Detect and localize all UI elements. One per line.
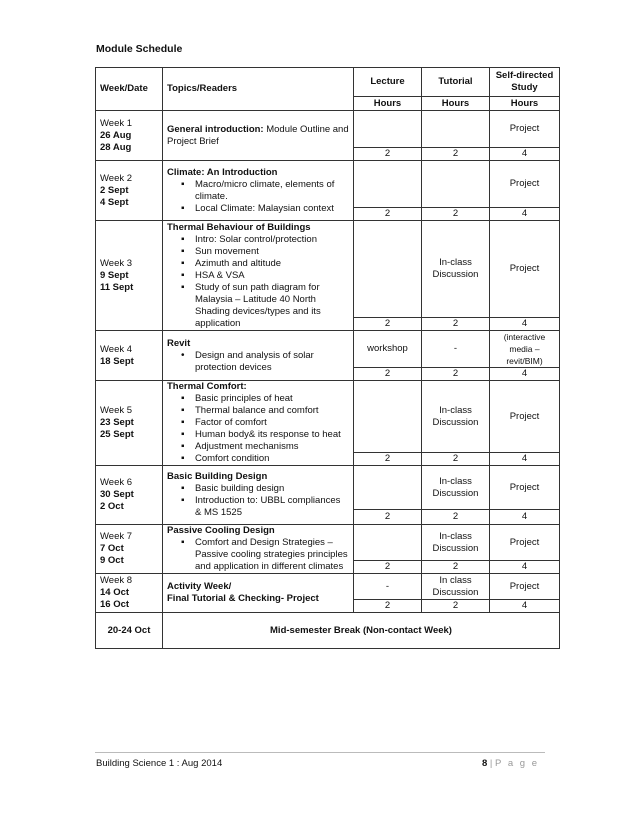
lecture-cell: [354, 381, 422, 453]
table-row: [96, 381, 560, 453]
header-topics: Topics/Readers: [163, 68, 354, 111]
week-date: 2 Sept: [100, 184, 129, 196]
topic-title: Thermal Behaviour of Buildings: [167, 221, 311, 233]
week-cell: [96, 221, 163, 331]
page-number: 8: [482, 758, 488, 769]
week-cell: [96, 331, 163, 381]
tutorial-hours: 2: [422, 148, 490, 161]
lecture-hours: 2: [354, 510, 422, 525]
list-item: ▪ Study of sun path diagram for Malaysia – Latitude 40 North Shading devices/types and its application: [181, 282, 349, 330]
lecture-cell: [354, 525, 422, 561]
table-row: [96, 221, 560, 318]
week-label: Week 6: [100, 477, 133, 488]
tutorial-hours: 2: [422, 318, 490, 331]
lecture-hours: 2: [354, 148, 422, 161]
tutorial-hours: 2: [422, 561, 490, 574]
tutorial-cell: In-class Discussion: [422, 221, 490, 318]
week-date: 25 Sept: [100, 429, 134, 440]
tutorial-hours: 2: [422, 600, 490, 613]
week-label: Week 2: [100, 172, 133, 184]
topic-title: Passive Cooling Design: [167, 525, 275, 536]
self-hours: 4: [490, 208, 560, 221]
list-item: ▪ Basic building design: [181, 483, 349, 495]
week-date: 28 Aug: [100, 141, 132, 153]
lecture-hours: 2: [354, 368, 422, 381]
topic-cell: [163, 221, 354, 331]
lecture-hours: 2: [354, 453, 422, 466]
lecture-cell: [354, 466, 422, 510]
footer-divider: [95, 752, 545, 753]
topic-cell: [163, 111, 354, 161]
topic-list: [167, 179, 349, 215]
header-tutorial: Tutorial: [422, 68, 490, 97]
tutorial-hours: 2: [422, 453, 490, 466]
week-date: 18 Sept: [100, 355, 134, 367]
tutorial-cell: [422, 111, 490, 148]
lecture-hours: 2: [354, 561, 422, 574]
self-study-cell: (interactive media – revit/BIM): [490, 331, 560, 368]
header-hours-tutorial: Hours: [422, 97, 490, 111]
table-row: [96, 161, 560, 208]
table-row: [96, 525, 560, 561]
tutorial-cell: [422, 161, 490, 208]
lecture-cell: -: [354, 574, 422, 600]
list-item: ▪ Introduction to: UBBL compliances & MS 1525: [181, 495, 349, 519]
week-date: 9 Oct: [100, 555, 124, 566]
topic-title: Revit: [167, 337, 191, 349]
topic-title: Thermal Comfort:: [167, 381, 247, 392]
week-cell: [96, 381, 163, 466]
tutorial-hours: 2: [422, 368, 490, 381]
topic-text: Module Outline and Project Brief: [167, 123, 349, 147]
week-date: 26 Aug: [100, 129, 132, 141]
self-study-cell: Project: [490, 381, 560, 453]
topic-cell: [163, 525, 354, 574]
list-item: ▪ Comfort and Design Strategies – Passive cooling strategies principles and application in different climates: [181, 537, 349, 573]
break-date: 20-24 Oct: [96, 613, 163, 649]
tutorial-cell: In-class Discussion: [422, 525, 490, 561]
self-hours: 4: [490, 148, 560, 161]
tutorial-cell: In-class Discussion: [422, 466, 490, 510]
table-row: [96, 331, 560, 368]
table-row: [96, 466, 560, 510]
list-item: ▪ Human body& its response to heat: [181, 429, 349, 441]
break-row: [96, 613, 560, 649]
topic-list: [167, 483, 349, 519]
page-separator: |: [487, 758, 496, 769]
week-label: Week 7: [100, 531, 133, 542]
week-cell: [96, 161, 163, 221]
week-date: 23 Sept: [100, 417, 134, 428]
week-date: 16 Oct: [100, 599, 130, 610]
lecture-cell: [354, 111, 422, 148]
topic-title: Climate: An Introduction: [167, 166, 278, 178]
week-label: Week 1: [100, 117, 133, 129]
topic-list: [167, 234, 349, 330]
week-label: Week 5: [100, 405, 133, 416]
self-hours: 4: [490, 561, 560, 574]
topic-cell: [163, 331, 354, 381]
lecture-hours: 2: [354, 208, 422, 221]
week-cell: [96, 466, 163, 525]
header-week-date: Week/Date: [96, 68, 163, 111]
week-date: 9 Sept: [100, 269, 129, 281]
self-study-cell: Project: [490, 466, 560, 510]
self-hours: 4: [490, 510, 560, 525]
tutorial-cell: In class Discussion: [422, 574, 490, 600]
week-label: Week 8: [100, 575, 133, 586]
topic-title: General introduction:: [167, 123, 264, 135]
page-word: P a g e: [495, 758, 539, 769]
self-study-cell: Project: [490, 525, 560, 561]
list-item: ▪ Thermal balance and comfort: [181, 405, 349, 417]
topic-title: Final Tutorial & Checking- Project: [167, 593, 319, 604]
topic-list: [167, 350, 349, 374]
module-schedule-table: [95, 67, 560, 649]
topic-cell: [163, 161, 354, 221]
week-label: Week 4: [100, 343, 133, 355]
lecture-cell: workshop: [354, 331, 422, 368]
topic-list: [167, 393, 349, 465]
topic-cell: [163, 466, 354, 525]
page-title: Module Schedule: [96, 43, 183, 55]
tutorial-hours: 2: [422, 208, 490, 221]
lecture-cell: [354, 161, 422, 208]
week-date: 11 Sept: [100, 281, 134, 293]
self-hours: 4: [490, 318, 560, 331]
self-hours: 4: [490, 600, 560, 613]
topic-cell: [163, 574, 354, 613]
topic-cell: [163, 381, 354, 466]
list-item: ▪ Adjustment mechanisms: [181, 441, 349, 453]
week-date: 30 Sept: [100, 489, 134, 500]
header-lecture: Lecture: [354, 68, 422, 97]
list-item: ▪ Intro: Solar control/protection: [181, 234, 349, 246]
list-item: ▪ Basic principles of heat: [181, 393, 349, 405]
list-item: ▪ Macro/micro climate, elements of climate.: [181, 179, 349, 203]
week-cell: [96, 111, 163, 161]
lecture-hours: 2: [354, 318, 422, 331]
week-date: 4 Sept: [100, 196, 129, 208]
header-row: [96, 68, 560, 97]
list-item: ▪ Comfort condition: [181, 453, 349, 465]
topic-list: [167, 537, 349, 573]
self-study-cell: Project: [490, 221, 560, 318]
week-date: 2 Oct: [100, 501, 124, 512]
list-item: • Design and analysis of solar protection devices: [181, 350, 349, 374]
lecture-hours: 2: [354, 600, 422, 613]
self-hours: 4: [490, 453, 560, 466]
self-study-cell: Project: [490, 574, 560, 600]
table-row: [96, 111, 560, 148]
list-item: ▪ Factor of comfort: [181, 417, 349, 429]
week-cell: [96, 574, 163, 613]
header-hours-lecture: Hours: [354, 97, 422, 111]
week-label: Week 3: [100, 257, 133, 269]
week-date: 14 Oct: [100, 587, 130, 598]
header-self-directed: Self-directed Study: [490, 68, 560, 97]
self-study-cell: Project: [490, 161, 560, 208]
break-text: Mid-semester Break (Non-contact Week): [163, 613, 560, 649]
week-date: 7 Oct: [100, 543, 124, 554]
topic-title: Activity Week/: [167, 581, 232, 592]
week-cell: [96, 525, 163, 574]
table-row: [96, 574, 560, 600]
list-item: ▪ Local Climate: Malaysian context: [181, 203, 349, 215]
footer-course: Building Science 1 : Aug 2014: [96, 758, 223, 769]
topic-title: Basic Building Design: [167, 471, 268, 482]
list-item: ▪ Azimuth and altitude: [181, 258, 349, 270]
list-item: ▪ HSA & VSA: [181, 270, 349, 282]
header-hours-self: Hours: [490, 97, 560, 111]
tutorial-cell: In-class Discussion: [422, 381, 490, 453]
self-hours: 4: [490, 368, 560, 381]
tutorial-hours: 2: [422, 510, 490, 525]
lecture-cell: [354, 221, 422, 318]
list-item: ▪ Sun movement: [181, 246, 349, 258]
self-study-cell: Project: [490, 111, 560, 148]
footer-page: [482, 758, 539, 769]
tutorial-cell: -: [422, 331, 490, 368]
